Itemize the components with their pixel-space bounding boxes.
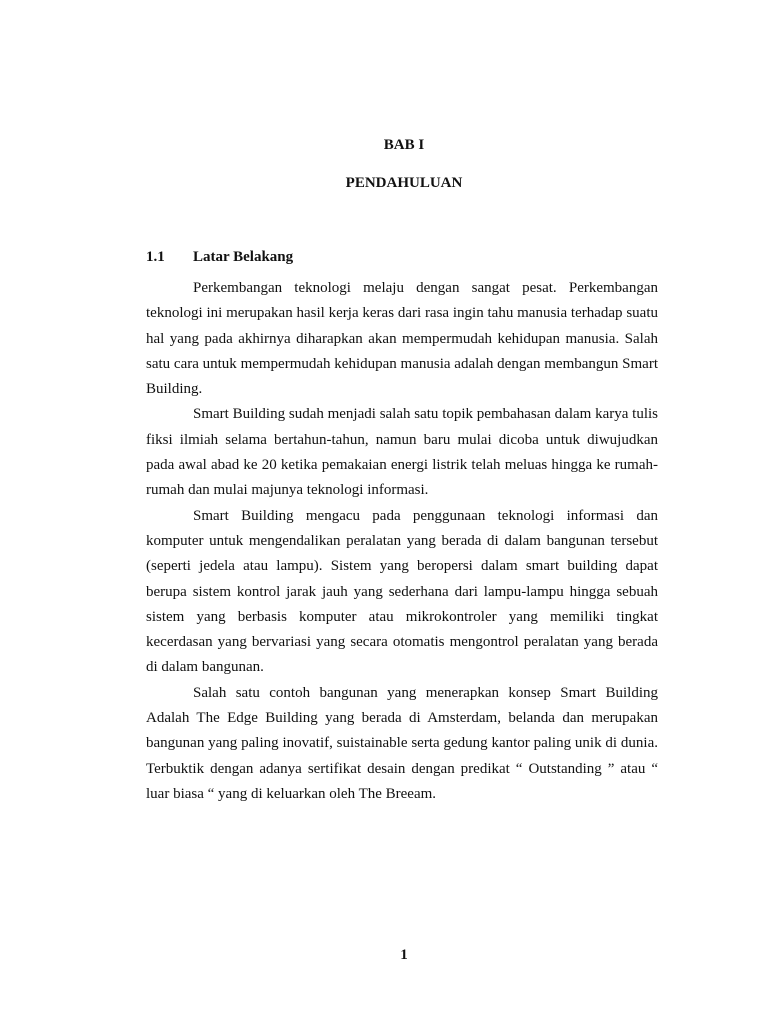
paragraph: Smart Building sudah menjadi salah satu topik pembahasan dalam karya tulis fiksi ilmiah selama bertahun-tahun, namun baru mulai dicoba untuk diwujudkan pada awal abad ke 20 ketika pemakaian energi listrik telah meluas hingga ke rumah-rumah dan mulai majunya teknologi informasi. [146, 406, 658, 499]
body-text [146, 276, 658, 807]
page-number: 1 [400, 947, 408, 963]
section-heading [146, 249, 293, 266]
chapter-title: PENDAHULUAN [345, 175, 463, 191]
paragraph: Smart Building mengacu pada penggunaan teknologi informasi dan komputer untuk mengendalikan peralatan yang berada di dalam bangunan tersebut (seperti jedela atau lampu). Sistem yang beropersi dalam smart building dapat berupa sistem kontrol jarak jauh yang sederhana dari lampu-lampu hingga sebuah sistem yang berbasis komputer atau mikrokontroler yang memiliki tingkat kecerdasan yang bervariasi yang secara otomatis mengontrol peralatan yang berada di dalam bangunan. [146, 507, 658, 676]
section-title: Latar Belakang [193, 249, 294, 265]
section-number: 1.1 [146, 249, 165, 265]
paragraph: Salah satu contoh bangunan yang menerapkan konsep Smart Building Adalah The Edge Building yang berada di Amsterdam, belanda dan merupakan bangunan yang paling inovatif, suistainable serta gedung kantor paling unik di dunia. Terbuktik dengan adanya sertifikat desain dengan predikat “ Outstanding ” atau “ luar biasa “ yang di keluarkan oleh The Breeam. [146, 684, 658, 802]
chapter-number: BAB I [383, 137, 425, 153]
paragraph: Perkembangan teknologi melaju dengan sangat pesat. Perkembangan teknologi ini merupakan hasil kerja keras dari rasa ingin tahu manusia terhadap suatu hal yang pada akhirnya diharapkan akan mempermudah kehidupan manusia. Salah satu cara untuk mempermudah kehidupan manusia adalah dengan membangun Smart Building. [146, 280, 658, 398]
